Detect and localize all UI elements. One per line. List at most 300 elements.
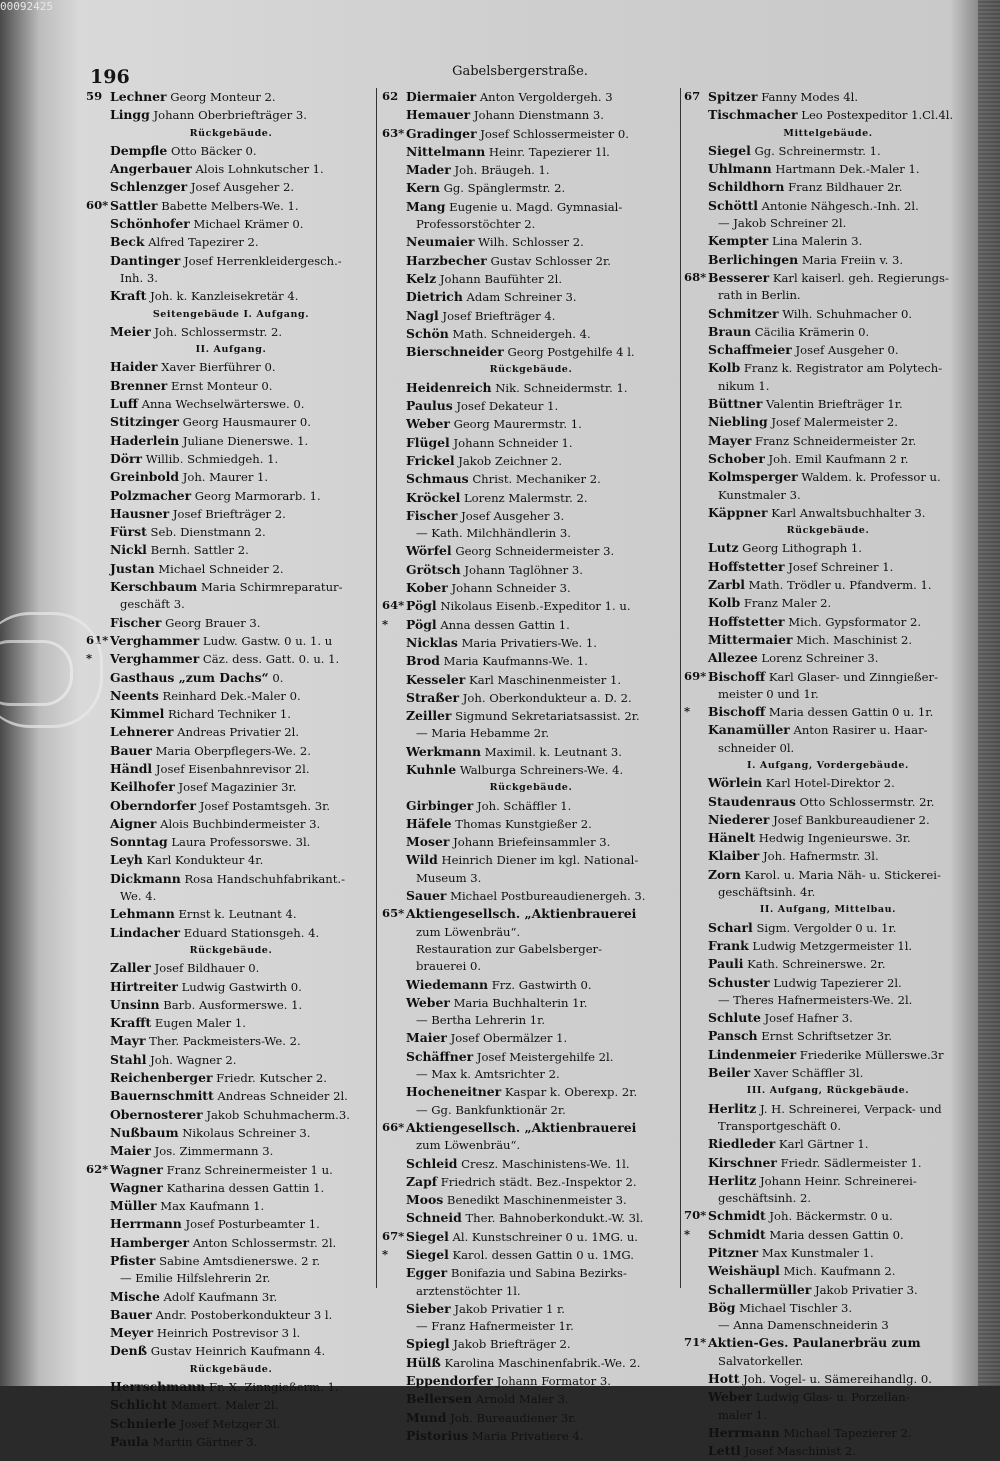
resident-name: Frank [708, 937, 749, 953]
directory-entry [684, 955, 972, 973]
resident-details: Otto Schlossermstr. 2r. [799, 794, 935, 809]
resident-details: Joh. Oberkondukteur a. D. 2. [462, 690, 632, 705]
directory-entry [86, 870, 376, 888]
directory-entry [382, 616, 680, 634]
house-number: 67* [382, 1228, 405, 1243]
resident-name: Luff [110, 396, 138, 412]
directory-entry [86, 323, 376, 341]
resident-name: Schön [406, 325, 449, 341]
directory-entry [684, 866, 972, 884]
directory-entry [86, 614, 376, 632]
resident-name: Bauernschmitt [110, 1088, 214, 1104]
entry-continuation: Salvatorkeller. [718, 1353, 804, 1368]
directory-entry [684, 88, 972, 106]
directory-entry [684, 539, 972, 557]
resident-name: Wagner [110, 1161, 163, 1177]
resident-name: Siegel [406, 1247, 449, 1262]
resident-details: Mamert. Maler 2l. [170, 1398, 279, 1413]
directory-entry [684, 197, 972, 215]
directory-entry [382, 597, 680, 615]
resident-details: J. H. Schreinerei, Verpack- und [759, 1101, 942, 1116]
resident-name: Pansch [708, 1028, 758, 1044]
directory-entry [382, 1409, 680, 1427]
paper-clip-inner-image [0, 640, 73, 706]
directory-entry [382, 1048, 680, 1066]
resident-details: Friedr. Sädlermeister 1. [780, 1155, 922, 1170]
directory-entry [86, 523, 376, 541]
directory-entry [684, 1207, 972, 1225]
directory-entry [382, 707, 680, 725]
resident-name: Schmitzer [708, 305, 779, 321]
resident-details: Richard Techniker 1. [167, 707, 291, 722]
directory-entry [684, 341, 972, 359]
resident-details: 0. [272, 670, 284, 685]
resident-name: Büttner [708, 396, 763, 412]
resident-name: Sauer [406, 888, 447, 904]
directory-entry [86, 978, 376, 996]
directory-entry [382, 288, 680, 306]
resident-name: Keilhofer [110, 779, 175, 795]
resident-name: Dantinger [110, 252, 181, 268]
resident-details: Andreas Schneider 2l. [217, 1089, 348, 1104]
directory-entry [684, 468, 972, 486]
resident-name: Schlicht [110, 1397, 168, 1413]
resident-details: Maria Privatiere 4. [471, 1428, 584, 1443]
resident-name: Bischoff [708, 704, 766, 720]
resident-details: Lina Malerin 3. [771, 234, 863, 249]
resident-details: Joh. Bureaudiener 3r. [450, 1410, 577, 1425]
resident-name: Hoffstetter [708, 558, 785, 574]
entry-continuation: nikum 1. [718, 378, 770, 393]
resident-details: Joh. Bräugeh. 1. [454, 163, 550, 178]
entry-continuation: — Bertha Lehrerin 1r. [416, 1013, 546, 1028]
entry-continuation: — Jakob Schreiner 2l. [718, 216, 847, 231]
resident-details: Josef Magazinier 3r. [178, 780, 297, 795]
resident-details: Johann Baufühter 2l. [439, 271, 563, 286]
resident-name: Spitzer [708, 89, 758, 104]
resident-details: Karl kaiserl. geh. Regierungs- [772, 270, 949, 285]
directory-entry [86, 1124, 376, 1142]
resident-details: Alfred Tapezirer 2. [148, 235, 259, 250]
directory-entry [86, 996, 376, 1014]
resident-details: Ludw. Gastw. 0 u. 1. u [202, 633, 333, 648]
resident-details: Juliane Dienerswe. 1. [182, 433, 309, 448]
entry-continuation: zum Löwenbräu“. [416, 1138, 521, 1153]
resident-details: Wilh. Schuhmacher 0. [782, 306, 913, 321]
resident-name: Kraft [110, 288, 147, 304]
resident-name: Stitzinger [110, 414, 179, 430]
directory-entry [382, 1372, 680, 1390]
resident-name: Schallermüller [708, 1281, 812, 1297]
resident-details: Franz Bildhauer 2r. [788, 180, 903, 195]
directory-entry [382, 1335, 680, 1353]
resident-details: Franz Schreinermeister 1 u. [166, 1162, 333, 1177]
resident-name: Riedleder [708, 1136, 776, 1152]
resident-details: Karol. dessen Gattin 0 u. 1MG. [452, 1248, 634, 1262]
resident-name: Haderlein [110, 432, 180, 448]
resident-name: Hausner [110, 505, 170, 521]
resident-name: Weber [708, 1389, 752, 1405]
running-head: Gabelsbergerstraße. [452, 64, 588, 79]
entry-continuation: Kunstmaler 3. [718, 487, 801, 502]
directory-entry [382, 1228, 680, 1246]
directory-entry [86, 1087, 376, 1105]
resident-details: Max Kunstmaler 1. [761, 1246, 874, 1260]
resident-name: Verghammer [110, 651, 200, 667]
section-heading: Mittelgebäude. [783, 127, 873, 139]
resident-name: Zaller [110, 960, 151, 976]
entry-continuation: — Maria Hebamme 2r. [416, 726, 550, 741]
resident-details: Ther. Packmeisters-We. 2. [149, 1034, 301, 1049]
directory-entry [86, 1069, 376, 1087]
resident-details: Seb. Dienstmann 2. [150, 525, 266, 540]
resident-name: Kirschner [708, 1154, 777, 1170]
directory-entry [86, 1324, 376, 1342]
resident-details: Georg Brauer 3. [165, 615, 261, 630]
directory-entry [86, 450, 376, 468]
directory-entry [382, 851, 680, 869]
directory-entry [86, 778, 376, 796]
directory-entry [684, 1135, 972, 1153]
resident-name: Lettl [708, 1443, 741, 1459]
resident-details: Jakob Schuhmacherm.3. [206, 1107, 350, 1122]
directory-entry [684, 1009, 972, 1027]
resident-name: Kimmel [110, 706, 165, 722]
resident-details: Willib. Schmiedgeh. 1. [145, 451, 279, 466]
resident-name: Besserer [708, 269, 770, 285]
resident-name: Haider [110, 359, 158, 375]
directory-entry [86, 723, 376, 741]
resident-name: Mang [406, 198, 446, 214]
resident-name: Eppendorfer [406, 1373, 493, 1389]
resident-details: Fanny Modes 4l. [761, 90, 859, 104]
resident-name: Reichenberger [110, 1070, 213, 1086]
directory-entry [86, 395, 376, 413]
directory-entry [382, 1119, 680, 1137]
resident-name: Aktiengesellsch. „Aktienbrauerei [406, 1119, 637, 1135]
resident-name: Nickl [110, 542, 147, 558]
resident-name: Siegel [406, 1228, 449, 1244]
resident-name: Girbinger [406, 797, 474, 813]
resident-name: Niederer [708, 811, 770, 827]
directory-entry [684, 1424, 972, 1442]
resident-details: Karl Anwaltsbuchhalter 3. [771, 505, 926, 520]
resident-name: Lechner [110, 89, 167, 104]
resident-name: Schnierle [110, 1415, 177, 1431]
resident-name: Weber [406, 994, 450, 1010]
resident-details: Alois Lohnkutscher 1. [195, 162, 324, 177]
entry-continuation: We. 4. [120, 889, 157, 904]
entry-continuation: Inh. 3. [120, 270, 158, 285]
directory-entry [684, 721, 972, 739]
resident-name: Gradinger [406, 125, 477, 141]
resident-details: Gustav Heinrich Kaufmann 4. [150, 1344, 326, 1359]
resident-name: Kuhnle [406, 761, 457, 777]
resident-name: Kanamüller [708, 722, 790, 738]
entry-continuation: — Gg. Bankfunktionär 2r. [416, 1102, 566, 1117]
directory-entry [86, 197, 376, 215]
house-number: * [86, 651, 93, 666]
resident-name: Gasthaus „zum Dachs“ [110, 669, 269, 685]
directory-entry [382, 1155, 680, 1173]
directory-entry [684, 668, 972, 686]
resident-details: Bonifazia und Sabina Bezirks- [450, 1266, 627, 1281]
house-number: * [684, 704, 691, 719]
resident-details: Al. Kunstschreiner 0 u. 1MG. u. [452, 1229, 638, 1244]
directory-entry [382, 671, 680, 689]
resident-details: Lorenz Malermstr. 2. [463, 490, 588, 505]
resident-name: Dietrich [406, 289, 463, 305]
resident-name: Nicklas [406, 634, 458, 650]
resident-details: Gg. Schreinermstr. 1. [754, 143, 881, 158]
resident-name: Fischer [406, 507, 458, 523]
resident-name: Kesseler [406, 671, 466, 687]
resident-details: Frz. Gastwirth 0. [491, 977, 592, 992]
section-heading: Rückgebäude. [489, 782, 573, 794]
resident-name: Nußbaum [110, 1124, 179, 1140]
resident-name: Herlitz [708, 1100, 757, 1116]
resident-name: Schaffmeier [708, 342, 792, 358]
resident-details: Martin Gärtner 3. [152, 1434, 258, 1449]
resident-details: Johann Schneider 1. [453, 435, 573, 450]
resident-name: Polzmacher [110, 487, 192, 503]
directory-entry [86, 760, 376, 778]
directory-entry [684, 1226, 972, 1244]
resident-details: Andreas Privatier 2l. [177, 725, 300, 740]
resident-name: Zarbl [708, 577, 745, 593]
house-number: 64* [382, 598, 405, 613]
entry-continuation: Restauration zur Gabelsberger- [416, 941, 603, 956]
resident-details: Ludwig Gastwirth 0. [181, 979, 302, 994]
directory-entry [382, 761, 680, 779]
resident-name: Pfister [110, 1253, 156, 1268]
directory-entry [382, 561, 680, 579]
resident-name: Pögl [406, 616, 437, 632]
resident-name: Häfele [406, 815, 452, 831]
resident-details: Cresz. Maschinistens-We. 1l. [461, 1156, 630, 1171]
directory-entry [86, 468, 376, 486]
directory-entry [382, 1029, 680, 1047]
directory-entry [684, 232, 972, 250]
directory-entry [684, 919, 972, 937]
resident-details: Nikolaus Eisenb.-Expeditor 1. u. [440, 599, 631, 614]
resident-name: Kolmsperger [708, 469, 798, 485]
directory-entry [86, 578, 376, 596]
directory-entry [86, 815, 376, 833]
resident-details: Josef Postamtsgeh. 3r. [199, 798, 331, 813]
resident-name: Sieber [406, 1300, 451, 1316]
entry-continuation: — Emilie Hilfslehrerin 2r. [120, 1271, 271, 1286]
resident-details: Karolina Maschinenfabrik.-We. 2. [444, 1355, 641, 1370]
house-number: * [382, 1247, 389, 1261]
resident-name: Lutz [708, 540, 739, 556]
resident-details: Ludwig Glas- u. Porzellan- [755, 1390, 910, 1405]
house-number: 66* [382, 1119, 405, 1134]
directory-entry [684, 142, 972, 160]
directory-entry [86, 851, 376, 869]
directory-entry [382, 743, 680, 761]
directory-entry [86, 1378, 376, 1396]
entry-continuation: — Kath. Milchhändlerin 3. [416, 526, 571, 541]
resident-name: Schmidt [708, 1226, 766, 1242]
resident-name: Neents [110, 687, 159, 703]
resident-name: Bierschneider [406, 344, 504, 360]
directory-entry [684, 1244, 972, 1262]
resident-details: Josef Bildhauer 0. [154, 961, 260, 976]
resident-name: Fischer [110, 614, 162, 630]
house-number: 65* [382, 906, 405, 921]
section-heading: Rückgebäude. [489, 364, 573, 376]
resident-name: Hülß [406, 1354, 441, 1370]
resident-details: Waldem. k. Professor u. [801, 470, 941, 485]
resident-name: Sattler [110, 197, 158, 213]
resident-details: Eugen Maler 1. [154, 1016, 246, 1031]
resident-details: Eduard Stationsgeh. 4. [183, 925, 320, 940]
resident-name: Hemauer [406, 107, 471, 123]
entry-continuation: — Anna Damenschneiderin 3 [718, 1318, 889, 1333]
resident-name: Angerbauer [110, 161, 192, 177]
directory-entry [382, 815, 680, 833]
resident-details: Georg Maurermstr. 1. [453, 417, 582, 432]
directory-entry [382, 976, 680, 994]
house-number: * [382, 616, 389, 631]
resident-name: Klaiber [708, 848, 760, 864]
resident-details: Franz k. Registrator am Polytech- [743, 361, 943, 376]
directory-entry [684, 413, 972, 431]
directory-entry [684, 1281, 972, 1299]
resident-details: Joh. Vogel- u. Sämereihandlg. 0. [743, 1372, 932, 1387]
resident-name: Hott [708, 1371, 740, 1387]
directory-entry [382, 379, 680, 397]
resident-details: Ther. Bahnoberkondukt.-W. 3l. [465, 1211, 644, 1226]
directory-entry [382, 579, 680, 597]
entry-continuation: geschäftsinh. 2. [718, 1191, 812, 1206]
directory-entry [86, 1415, 376, 1433]
resident-details: Barb. Ausformerswe. 1. [163, 997, 303, 1012]
directory-entry [382, 452, 680, 470]
directory-entry [382, 1173, 680, 1191]
directory-entry [382, 542, 680, 560]
resident-details: Josef Eisenbahnrevisor 2l. [155, 761, 310, 776]
resident-name: Aktien-Ges. Paulanerbräu zum [708, 1335, 921, 1351]
resident-name: Schöttl [708, 197, 758, 213]
resident-details: Josef Dekateur 1. [456, 399, 559, 414]
directory-entry [86, 650, 376, 668]
resident-name: Hoffstetter [708, 613, 785, 629]
directory-entry [382, 252, 680, 270]
resident-details: Heinrich Diener im kgl. National- [441, 853, 639, 868]
entry-continuation: schneider 0l. [718, 740, 795, 755]
resident-details: Sigm. Vergolder 0 u. 1r. [756, 920, 897, 935]
directory-entry [86, 905, 376, 923]
resident-details: Ludwig Tapezierer 2l. [773, 975, 902, 990]
resident-name: Kempter [708, 233, 769, 249]
entry-continuation: Transportgeschäft 0. [718, 1118, 842, 1133]
directory-entry [86, 358, 376, 376]
house-number: 67 [684, 89, 701, 103]
entry-continuation: — Franz Hafnermeister 1r. [416, 1319, 574, 1334]
resident-details: Josef Meistergehilfe 2l. [476, 1049, 614, 1064]
section-heading: III. Aufgang, Rückgebäude. [746, 1085, 910, 1097]
resident-details: Maria Buchhalterin 1r. [453, 995, 588, 1010]
directory-entry [382, 1246, 680, 1264]
scan-id-label: 00092425 [0, 0, 53, 13]
resident-name: Lindacher [110, 924, 181, 940]
resident-name: Fürst [110, 524, 147, 540]
section-heading: II. Aufgang, Mittelbau. [759, 904, 897, 916]
directory-entry [684, 269, 972, 287]
directory-entry [382, 652, 680, 670]
resident-name: Leyh [110, 852, 143, 868]
resident-name: Kelz [406, 270, 437, 286]
resident-details: Karl Maschinenmeister 1. [469, 672, 622, 687]
entry-continuation: geschäft 3. [120, 597, 185, 612]
directory-entry [382, 887, 680, 905]
resident-name: Lehnerer [110, 724, 174, 740]
resident-name: Mische [110, 1288, 160, 1304]
directory-entry [86, 797, 376, 815]
directory-entry [684, 829, 972, 847]
directory-entry [86, 377, 376, 395]
directory-entry [382, 1390, 680, 1408]
directory-entry [86, 1161, 376, 1179]
resident-details: Josef Schreiner 1. [788, 559, 894, 574]
resident-name: Bauer [110, 1306, 152, 1322]
resident-name: Schildhorn [708, 179, 785, 195]
directory-entry [684, 1100, 972, 1118]
resident-name: Krafft [110, 1015, 152, 1031]
directory-entry [684, 305, 972, 323]
column-1 [86, 88, 376, 1451]
directory-entry [684, 558, 972, 576]
directory-entry [86, 1215, 376, 1233]
resident-name: Stahl [110, 1051, 147, 1067]
resident-details: Karl Gärtner 1. [778, 1137, 869, 1152]
resident-details: Maximil. k. Leutnant 3. [484, 744, 622, 759]
resident-details: Maria Freiin v. 3. [801, 252, 904, 267]
directory-entry [684, 178, 972, 196]
resident-details: Bernh. Sattler 2. [150, 543, 249, 558]
resident-details: Heinr. Tapezierer 1l. [488, 144, 610, 159]
resident-details: Cäcilia Krämerin 0. [754, 324, 870, 339]
resident-details: Kaspar k. Oberexp. 2r. [504, 1085, 638, 1100]
resident-name: Staudenraus [708, 793, 796, 809]
directory-entry [86, 1252, 376, 1270]
resident-name: Lehmann [110, 906, 175, 922]
directory-entry [684, 649, 972, 667]
resident-details: Johann Taglöhner 3. [464, 562, 583, 577]
directory-entry [684, 359, 972, 377]
resident-details: Anna dessen Gattin 1. [440, 617, 570, 632]
resident-details: Georg Lithograph 1. [742, 541, 862, 556]
resident-details: Walburga Schreiners-We. 4. [459, 762, 624, 777]
resident-details: Josef Schlossermeister 0. [480, 126, 629, 141]
resident-name: Siegel [708, 142, 751, 158]
directory-entry [382, 270, 680, 288]
directory-entry [382, 634, 680, 652]
directory-entry [382, 415, 680, 433]
section-heading: Rückgebäude. [189, 127, 273, 139]
section-heading: Rückgebäude. [189, 1363, 273, 1375]
resident-details: Jakob Briefträger 2. [453, 1337, 571, 1352]
directory-entry [86, 541, 376, 559]
resident-details: Joh. Emil Kaufmann 2 r. [768, 451, 909, 466]
resident-name: Hirtreiter [110, 978, 178, 994]
resident-name: Greinbold [110, 469, 180, 485]
resident-name: Harzbecher [406, 252, 487, 268]
resident-details: Maria dessen Gattin 0. [769, 1227, 904, 1242]
directory-entry [86, 487, 376, 505]
